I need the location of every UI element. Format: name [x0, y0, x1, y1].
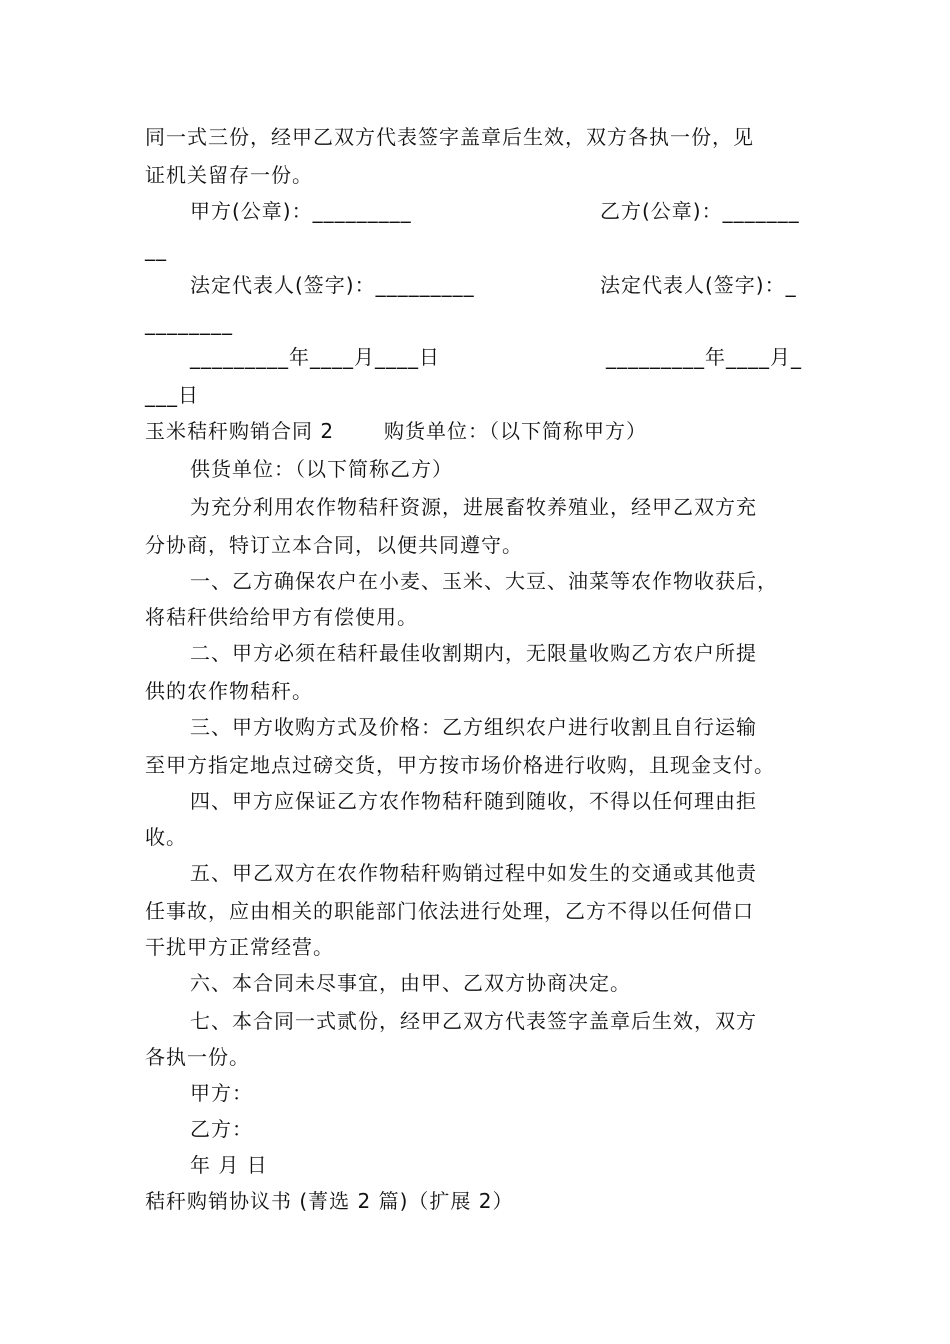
date-line: 年 月 日 — [190, 1153, 268, 1177]
clause-3-line: 至甲方指定地点过磅交货，甲方按市场价格进行收购，且现金支付。 — [145, 753, 775, 777]
rep-b-wrap: ________ — [145, 311, 233, 335]
supplier-line: 供货单位：（以下简称乙方） — [190, 457, 453, 481]
clause-5-line: 五、甲乙双方在农作物秸秆购销过程中如发生的交通或其他责 — [190, 861, 757, 885]
buyer-line: 购货单位：（以下简称甲方） — [384, 419, 647, 443]
intro-line: 分协商，特订立本合同，以便共同遵守。 — [145, 533, 523, 557]
date-b-line: _________年____月_ — [606, 345, 802, 369]
clause-7-line: 七、本合同一式贰份，经甲乙双方代表签字盖章后生效，双方 — [190, 1009, 757, 1033]
intro-line: 为充分利用农作物秸秆资源，进展畜牧养殖业，经甲乙双方充 — [190, 495, 757, 519]
clause-5-line: 任事故，应由相关的职能部门依法进行处理，乙方不得以任何借口 — [145, 899, 754, 923]
clause-4-line: 四、甲方应保证乙方农作物秸秆随到随收，不得以任何理由拒 — [190, 789, 757, 813]
clause-4-line: 收。 — [145, 825, 187, 849]
rep-b-line: 法定代表人(签字)：_ — [600, 273, 797, 297]
clause-7-line: 各执一份。 — [145, 1045, 250, 1069]
clause-2-line: 二、甲方必须在秸秆最佳收割期内，无限量收购乙方农户所提 — [190, 641, 757, 665]
paragraph-line: 同一式三份，经甲乙双方代表签字盖章后生效，双方各执一份，见 — [145, 125, 754, 149]
clause-6-line: 六、本合同未尽事宜，由甲、乙双方协商决定。 — [190, 971, 631, 995]
party-b-seal-line: 乙方(公章)：_______ — [600, 199, 800, 223]
date-a-line: _________年____月____日 — [190, 345, 440, 369]
paragraph-line: 证机关留存一份。 — [145, 163, 313, 187]
clause-5-line: 干扰甲方正常经营。 — [145, 935, 334, 959]
date-b-wrap: ___日 — [145, 383, 199, 407]
rep-a-line: 法定代表人(签字)：_________ — [190, 273, 475, 297]
party-a-seal-line: 甲方(公章)：_________ — [190, 199, 412, 223]
party-b-seal-wrap: __ — [145, 237, 167, 261]
clause-3-line: 三、甲方收购方式及价格：乙方组织农户进行收割且自行运输 — [190, 715, 757, 739]
clause-1-line: 一、乙方确保农户在小麦、玉米、大豆、油菜等农作物收获后， — [190, 569, 778, 593]
clause-1-line: 将秸秆供给给甲方有偿使用。 — [145, 605, 418, 629]
clause-2-line: 供的农作物秸秆。 — [145, 679, 313, 703]
sign-b-line: 乙方： — [190, 1117, 253, 1141]
sign-a-line: 甲方： — [190, 1081, 253, 1105]
contract-title: 玉米秸秆购销合同 2 — [145, 419, 335, 443]
section-title: 秸秆购销协议书 (菁选 2 篇)（扩展 2） — [145, 1189, 514, 1213]
